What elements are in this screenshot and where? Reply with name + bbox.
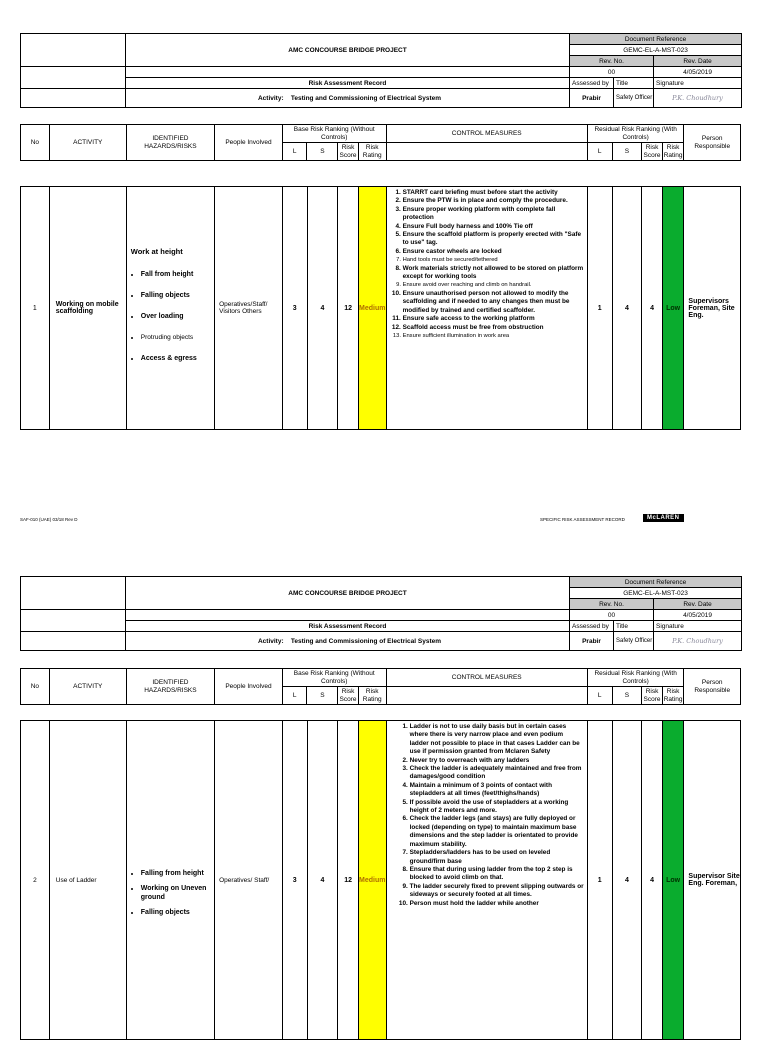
control-item: 7. Stepladders/ladders has to be used on leveled ground/firm base xyxy=(410,849,584,866)
assessed-label: Assessed by xyxy=(570,78,614,89)
row-person: Supervisors Foreman, Site Eng. xyxy=(684,187,741,430)
row-s: 4 xyxy=(307,721,338,1040)
control-item: 1. STARRT card briefing must before start the activity xyxy=(403,189,584,197)
control-item: 10. Person must hold the ladder while another xyxy=(410,900,584,908)
blank-cell xyxy=(386,143,587,161)
col-control: CONTROL MEASURES xyxy=(386,669,587,687)
hazard-item: • Falling from height xyxy=(141,869,210,878)
rev-no-label: Rev. No. xyxy=(570,56,654,67)
activity-value: Testing and Commissioning of Electrical System xyxy=(290,94,442,102)
signature-label: Signature xyxy=(654,621,742,632)
hazard-item: • Access & egress xyxy=(141,354,210,363)
col-control: CONTROL MEASURES xyxy=(386,125,587,143)
blank-cell xyxy=(21,89,126,108)
col-s: S xyxy=(307,143,338,161)
col-l: L xyxy=(587,143,612,161)
signature-label: Signature xyxy=(654,78,742,89)
control-item: 10. Ensure unauthorised person not allowed to modify the scaffolding and if needed to any changes then must be modified by trained and certified scaffolder. xyxy=(403,290,584,315)
rev-no: 00 xyxy=(570,610,654,621)
control-item: 13. Ensure sufficient illumination in work area xyxy=(403,332,584,340)
col-rating: Risk Rating xyxy=(358,687,386,705)
col-s: S xyxy=(612,143,642,161)
blank-cell xyxy=(126,610,570,621)
signature: P.K. Choudhury xyxy=(654,632,742,651)
rev-date-label: Rev. Date xyxy=(654,56,742,67)
control-item: 5. If possible avoid the use of stepladders at a working height of 2 meters and more. xyxy=(410,799,584,816)
row-l: 3 xyxy=(282,721,307,1040)
doc-ref: GEMC-EL-A-MST-023 xyxy=(570,588,742,599)
assessor-title: Safety Officer xyxy=(614,89,654,108)
title-label: Title xyxy=(614,621,654,632)
control-item: 4. Maintain a minimum of 3 points of contact with stepladders at all times (feet/thighs/hands) xyxy=(410,782,584,799)
row-res-s: 4 xyxy=(612,721,642,1040)
col-rating: Risk Rating xyxy=(663,143,683,159)
col-hazards: IDENTIFIED HAZARDS/RISKS xyxy=(126,669,214,705)
project-title: AMC CONCOURSE BRIDGE PROJECT xyxy=(126,577,570,610)
project-title: AMC CONCOURSE BRIDGE PROJECT xyxy=(126,34,570,67)
risk-row-1 xyxy=(20,186,741,430)
col-no: No xyxy=(21,669,50,705)
col-people: People Involved xyxy=(215,125,283,161)
col-activity: ACTIVITY xyxy=(49,125,126,161)
doc-ref-label: Document Reference xyxy=(570,34,742,45)
col-activity: ACTIVITY xyxy=(49,669,126,705)
control-item: 8. Work materials strictly not allowed to be stored on platform except for working tools xyxy=(403,265,584,282)
record-title: Risk Assessment Record xyxy=(126,78,570,89)
blank-cell xyxy=(21,610,126,632)
control-item: 4. Ensure Full body harness and 100% Tie off xyxy=(403,223,584,231)
risk-rating-badge: Medium xyxy=(358,721,386,1040)
col-l: L xyxy=(282,687,307,705)
risk-rating-badge: Medium xyxy=(358,187,386,430)
column-header-2 xyxy=(20,668,741,705)
hazards-cell xyxy=(126,187,214,430)
residual-rating-badge: Low xyxy=(662,187,684,430)
col-score: Risk Score xyxy=(643,687,661,703)
col-l: L xyxy=(282,143,307,161)
control-item: 2. Ensure the PTW is in place and comply the procedure. xyxy=(403,197,584,205)
col-no: No xyxy=(21,125,50,161)
logo-cell xyxy=(21,34,126,67)
hazard-item: • Over loading xyxy=(141,312,210,321)
col-base: Base Risk Ranking (Without Controls) xyxy=(282,669,386,687)
col-score: Risk Score xyxy=(339,143,357,159)
hazards-cell xyxy=(126,721,214,1040)
col-score: Risk Score xyxy=(339,687,357,703)
row-res-score: 4 xyxy=(642,721,663,1040)
col-score: Risk Score xyxy=(643,143,661,159)
row-no: 1 xyxy=(21,187,50,430)
control-item: 8. Ensure that during using ladder from the top 2 step is blocked to avoid climb on that. xyxy=(410,866,584,883)
row-no: 2 xyxy=(21,721,50,1040)
activity-value: Testing and Commissioning of Electrical System xyxy=(290,637,442,645)
row-s: 4 xyxy=(307,187,338,430)
col-rating: Risk Rating xyxy=(358,143,386,161)
title-label: Title xyxy=(614,78,654,89)
hazard-item: • Falling objects xyxy=(141,291,210,300)
col-people: People Involved xyxy=(215,669,283,705)
doc-ref: GEMC-EL-A-MST-023 xyxy=(570,45,742,56)
col-rating: Risk Rating xyxy=(663,687,683,703)
mclaren-logo: McLAREN xyxy=(643,514,684,522)
hazard-item: • Working on Uneven ground xyxy=(141,884,210,902)
record-title: Risk Assessment Record xyxy=(126,621,570,632)
row-activity: Working on mobile scaffolding xyxy=(49,187,126,430)
rev-no: 00 xyxy=(570,67,654,78)
control-item: 1. Ladder is not to use daily basis but in certain cases where there is very narrow place and even podium ladder not possible to place in that cases Ladder can be use if permission granted from Mclaren Safety xyxy=(410,723,584,757)
blank-cell xyxy=(386,687,587,705)
col-l: L xyxy=(587,687,612,705)
activity-cell xyxy=(126,89,570,108)
hazard-list xyxy=(131,270,210,363)
assessor: Prabir xyxy=(570,89,614,108)
control-item: 3. Check the ladder is adequately maintained and free from damages/good condition xyxy=(410,765,584,782)
rev-date-label: Rev. Date xyxy=(654,599,742,610)
control-item: 9. The ladder securely fixed to prevent slipping outwards or sideways or securely footed at all times. xyxy=(410,883,584,900)
row-res-l: 1 xyxy=(587,187,612,430)
assessor: Prabir xyxy=(570,632,614,651)
header-table-1 xyxy=(20,33,742,108)
col-hazards: IDENTIFIED HAZARDS/RISKS xyxy=(126,125,214,161)
footer-doc-title: SPECIFIC RISK ASSESSMENT RECORD xyxy=(540,517,625,522)
col-s: S xyxy=(307,687,338,705)
col-residual: Residual Risk Ranking (With Controls) xyxy=(587,125,684,143)
signature: P.K. Choudhury xyxy=(654,89,742,108)
hazard-title: Work at height xyxy=(130,247,183,256)
row-l: 3 xyxy=(282,187,307,430)
rev-date: 4/05/2019 xyxy=(654,610,742,621)
control-item: 7. Hand tools must be secured/tethered xyxy=(403,256,584,264)
column-header-1 xyxy=(20,124,741,161)
control-item: 6. Ensure castor wheels are locked xyxy=(403,248,584,256)
blank-cell xyxy=(21,632,126,651)
row-res-score: 4 xyxy=(642,187,663,430)
col-residual: Residual Risk Ranking (With Controls) xyxy=(587,669,684,687)
doc-ref-label: Document Reference xyxy=(570,577,742,588)
control-item: 11. Ensure safe access to the working platform xyxy=(403,315,584,323)
residual-rating-badge: Low xyxy=(662,721,684,1040)
assessor-title: Safety Officer xyxy=(614,632,654,651)
rev-date: 4/05/2019 xyxy=(654,67,742,78)
rev-no-label: Rev. No. xyxy=(570,599,654,610)
hazard-item: • Fall from height xyxy=(141,270,210,279)
row-activity: Use of Ladder xyxy=(49,721,126,1040)
control-item: 5. Ensure the scaffold platform is properly erected with "Safe to use" tag. xyxy=(403,231,584,248)
activity-cell xyxy=(126,632,570,651)
row-res-l: 1 xyxy=(587,721,612,1040)
control-list xyxy=(390,723,584,908)
col-person: Person Responsible xyxy=(684,669,741,705)
control-item: 12. Scaffold access must be free from obstruction xyxy=(403,324,584,332)
blank-cell xyxy=(21,67,126,89)
col-base: Base Risk Ranking (Without Controls) xyxy=(282,125,386,143)
activity-label: Activity: xyxy=(257,94,284,102)
row-res-s: 4 xyxy=(612,187,642,430)
activity-label: Activity: xyxy=(257,637,284,645)
hazard-list xyxy=(131,869,210,917)
col-person: Person Responsible xyxy=(684,125,741,161)
logo-cell xyxy=(21,577,126,610)
col-s: S xyxy=(612,687,642,705)
row-score: 12 xyxy=(338,721,359,1040)
control-item: 9. Ensure avoid over reaching and climb on handrail. xyxy=(403,281,584,289)
hazard-item: • Protruding objects xyxy=(141,333,210,342)
hazard-item: • Falling objects xyxy=(141,908,210,917)
row-people: Operatives/ Staff/ xyxy=(215,721,283,1040)
control-item: 2. Never try to overreach with any ladders xyxy=(410,757,584,765)
row-people: Operatives/Staff/ Visitors Others xyxy=(215,187,283,430)
control-item: 3. Ensure proper working platform with complete fall protection xyxy=(403,206,584,223)
risk-row-2 xyxy=(20,720,741,1040)
blank-cell xyxy=(126,67,570,78)
assessed-label: Assessed by xyxy=(570,621,614,632)
row-person: Supervisor Site Eng. Foreman, xyxy=(684,721,741,1040)
control-measures-cell xyxy=(386,721,587,1040)
control-list xyxy=(390,189,584,340)
control-measures-cell xyxy=(386,187,587,430)
row-score: 12 xyxy=(338,187,359,430)
form-code: SAF-010 (UAE) 03/18 Rev D xyxy=(20,517,78,522)
control-item: 6. Check the ladder legs (and stays) are fully deployed or locked (depending on type) to maintain maximum base dimensions and the step ladder is orientated to provide maximum stability. xyxy=(410,815,584,849)
header-table-2 xyxy=(20,576,742,651)
